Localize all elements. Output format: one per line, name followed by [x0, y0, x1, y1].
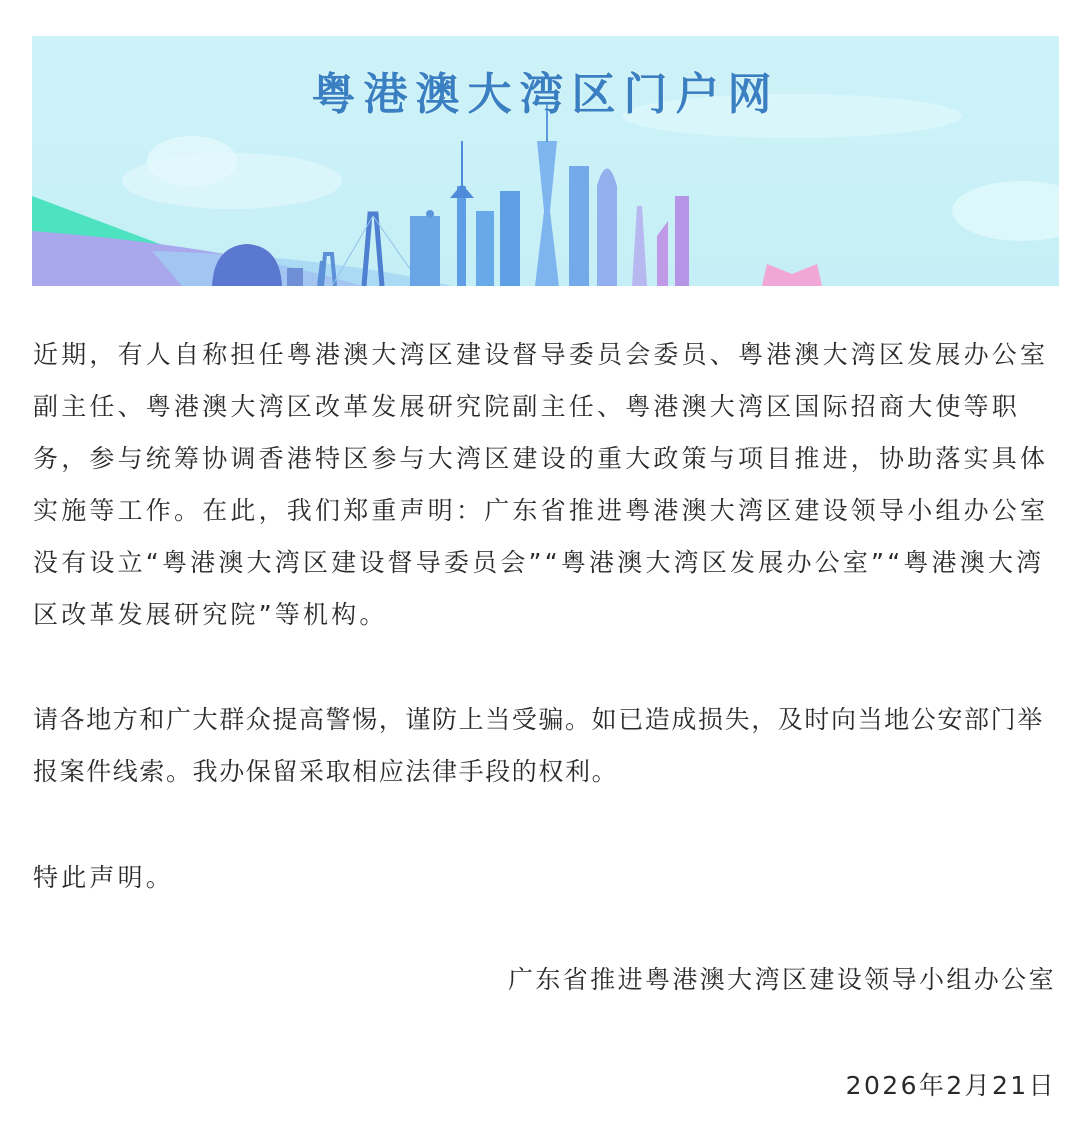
article-paragraph-1 [33, 329, 1058, 641]
paragraph-text: 特此声明。 [33, 863, 175, 892]
article-paragraph-3 [33, 852, 1058, 904]
signature-date: 2026年2月21日 [845, 1071, 1056, 1100]
banner-title: 粤港澳大湾区门户网 [311, 69, 780, 120]
paragraph-text: 请各地方和广大群众提高警惕，谨防上当受骗。如已造成损失，及时向当地公安部门举报案件线索。我办保留采取相应法律手段的权利。 [33, 705, 1044, 786]
header-banner-image [32, 36, 1059, 286]
article-paragraph-2 [33, 694, 1058, 798]
paragraph-text: 近期，有人自称担任粤港澳大湾区建设督导委员会委员、粤港澳大湾区发展办公室副主任、粤港澳大湾区改革发展研究院副主任、粤港澳大湾区国际招商大使等职务，参与统筹协调香港特区参与大湾区建设的重大政策与项目推进，协助落实具体实施等工作。在此，我们郑重声明：广东省推进粤港澳大湾区建设领导小组办公室没有设立“粤港澳大湾区建设督导委员会”“粤港澳大湾区发展办公室”“粤港澳大湾区改革发展研究院”等机构。 [33, 340, 1049, 629]
signature-issuer: 广东省推进粤港澳大湾区建设领导小组办公室 [507, 965, 1056, 994]
